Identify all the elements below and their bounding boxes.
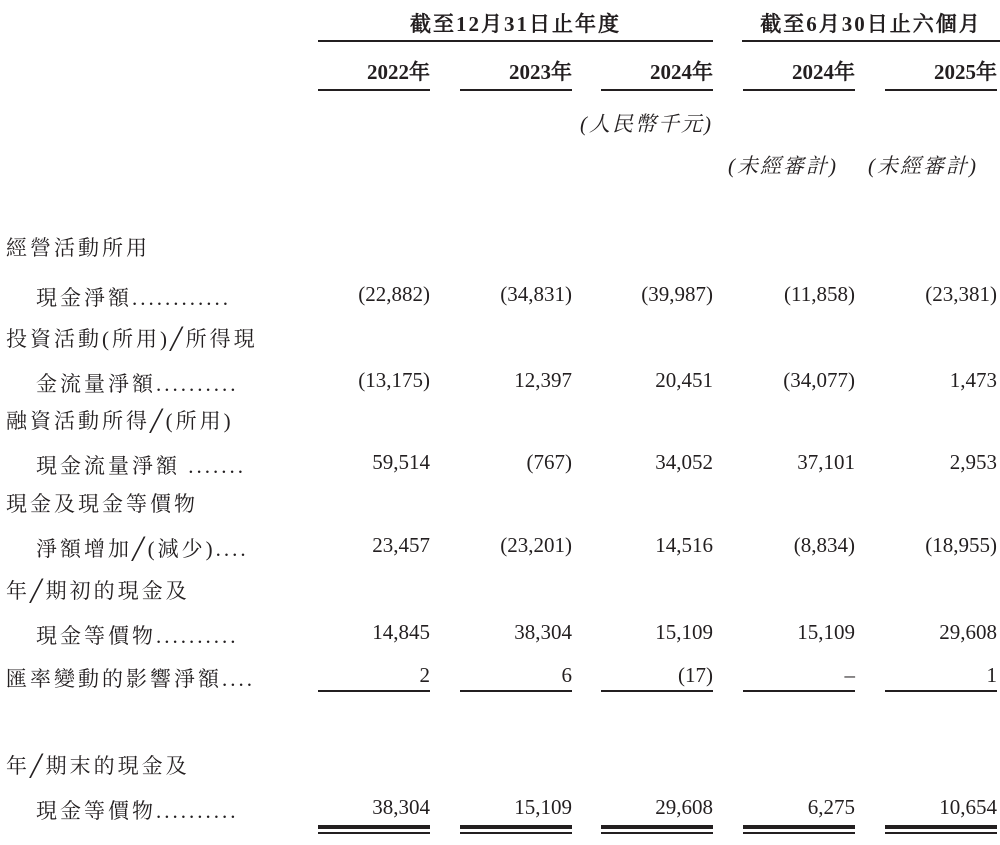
row-label: 金流量淨額.......... (36, 372, 239, 396)
cell-value: 38,304 (514, 620, 572, 644)
subtotal-rule (318, 690, 430, 692)
total-double-rule (460, 825, 572, 829)
row-label: 投資活動(所用)╱所得現 (6, 327, 258, 351)
total-double-rule (601, 832, 713, 834)
cell-value: 29,608 (939, 620, 997, 644)
cell-value: 10,654 (939, 795, 997, 819)
total-double-rule (318, 825, 430, 829)
year-header: 2024年 (650, 60, 713, 84)
year-header: 2024年 (792, 60, 855, 84)
cell-value: 1 (986, 663, 997, 687)
cell-value: 6,275 (807, 795, 855, 819)
header-group-year-ended: 截至12月31日止年度 (410, 12, 621, 36)
header-group-six-months: 截至6月30日止六個月 (760, 12, 982, 36)
year-header-rule (885, 89, 997, 91)
row-label: 年╱期初的現金及 (6, 579, 190, 603)
cell-value: (23,381) (925, 282, 997, 306)
cell-value: (23,201) (500, 533, 572, 557)
cell-value: 34,052 (655, 450, 713, 474)
cell-value: (8,834) (793, 533, 855, 557)
cell-value: 37,101 (797, 450, 855, 474)
total-double-rule (885, 825, 997, 829)
row-label: 現金等價物.......... (36, 624, 239, 648)
cell-value: 59,514 (372, 450, 430, 474)
cell-value: 23,457 (372, 533, 430, 557)
year-header: 2023年 (509, 60, 572, 84)
year-header-rule (601, 89, 713, 91)
cell-value: 14,516 (655, 533, 713, 557)
row-label: 現金等價物.......... (36, 799, 239, 823)
cell-value: (767) (526, 450, 572, 474)
year-header-rule (318, 89, 430, 91)
cell-value: 15,109 (514, 795, 572, 819)
year-header-rule (743, 89, 855, 91)
row-label: 淨額增加╱(減少).... (36, 537, 249, 561)
row-label: 現金流量淨額 ....... (36, 454, 246, 478)
cell-value: – (844, 663, 855, 687)
cell-value: 15,109 (655, 620, 713, 644)
year-header-rule (460, 89, 572, 91)
cell-value: (13,175) (358, 368, 430, 392)
cell-value: (17) (678, 663, 713, 687)
cell-value: 6 (561, 663, 572, 687)
row-label: 現金及現金等價物 (6, 492, 198, 516)
cell-value: 29,608 (655, 795, 713, 819)
cell-value: 14,845 (372, 620, 430, 644)
cell-value: (11,858) (784, 282, 855, 306)
header-rule (318, 40, 713, 42)
total-double-rule (460, 832, 572, 834)
cell-value: 1,473 (949, 368, 997, 392)
year-header: 2022年 (367, 60, 430, 84)
total-double-rule (743, 832, 855, 834)
subtotal-rule (460, 690, 572, 692)
total-double-rule (318, 832, 430, 834)
row-label: 年╱期末的現金及 (6, 754, 190, 778)
row-label: 匯率變動的影響淨額.... (6, 667, 255, 691)
subtotal-rule (601, 690, 713, 692)
total-double-rule (743, 825, 855, 829)
cell-value: (34,831) (500, 282, 572, 306)
unaudited-label: (未經審計) (728, 154, 838, 178)
cell-value: (18,955) (925, 533, 997, 557)
row-label: 融資活動所得╱(所用) (6, 409, 234, 433)
cell-value: 15,109 (797, 620, 855, 644)
cell-value: (22,882) (358, 282, 430, 306)
cell-value: 12,397 (514, 368, 572, 392)
total-double-rule (601, 825, 713, 829)
cell-value: 20,451 (655, 368, 713, 392)
cell-value: 2 (419, 663, 430, 687)
row-label: 現金淨額............ (36, 286, 231, 310)
cell-value: 2,953 (949, 450, 997, 474)
unit-label: (人民幣千元) (580, 112, 713, 136)
year-header: 2025年 (934, 60, 997, 84)
cell-value: (39,987) (641, 282, 713, 306)
row-label: 經營活動所用 (6, 236, 150, 260)
header-rule (742, 40, 1000, 42)
subtotal-rule (743, 690, 855, 692)
cell-value: 38,304 (372, 795, 430, 819)
total-double-rule (885, 832, 997, 834)
unaudited-label: (未經審計) (868, 154, 978, 178)
subtotal-rule (885, 690, 997, 692)
cell-value: (34,077) (783, 368, 855, 392)
